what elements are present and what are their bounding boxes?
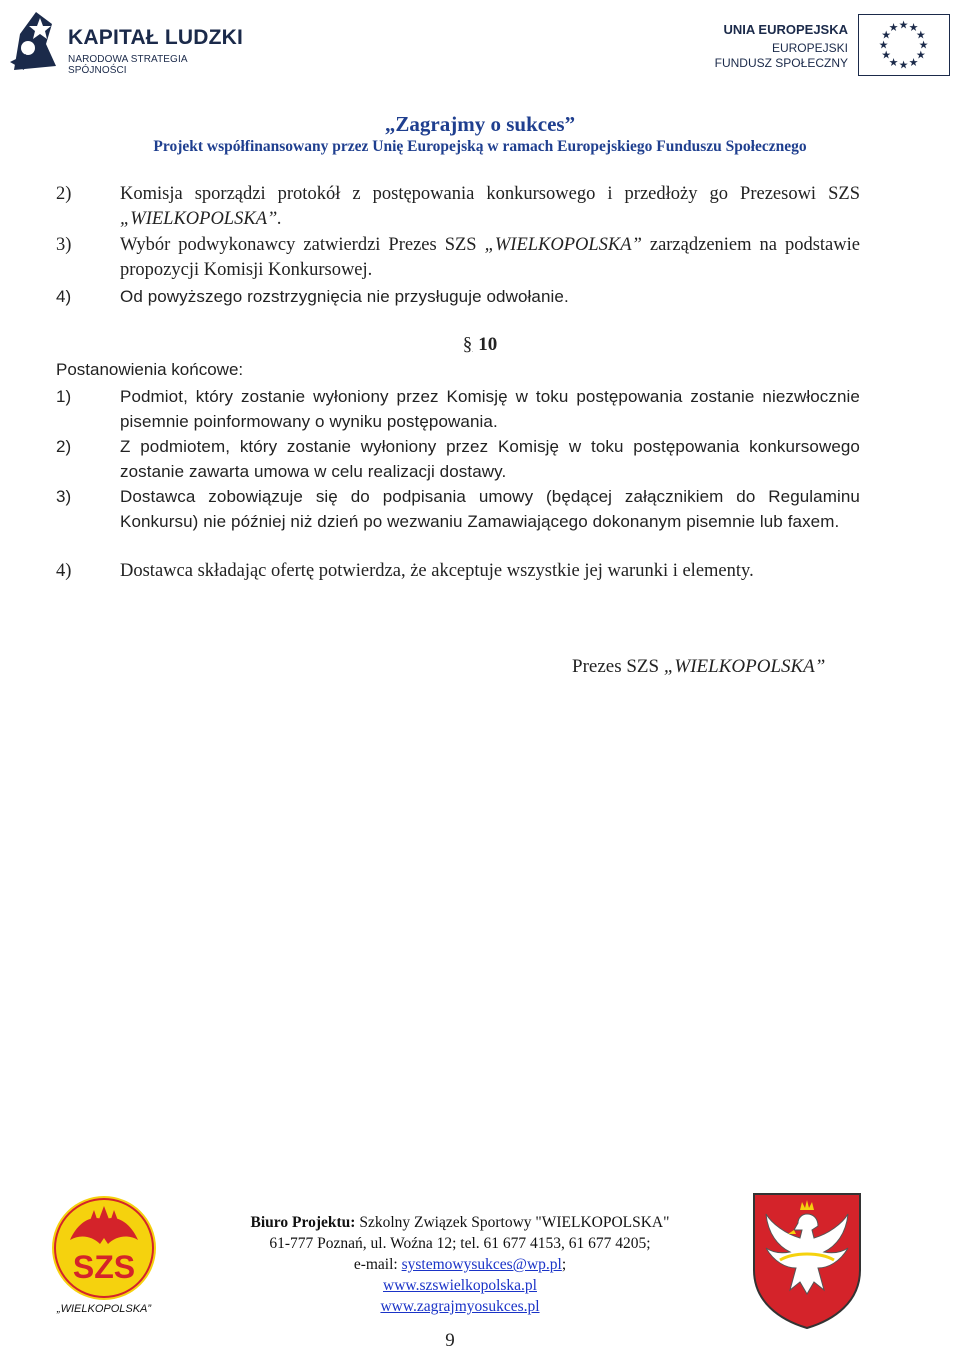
eu-star-icon: ★ xyxy=(888,56,899,69)
kapital-ludzki-subtitle: NARODOWA STRATEGIA SPÓJNOŚCI xyxy=(68,54,188,76)
footer-organization: Szkolny Związek Sportowy "WIELKOPOLSKA" xyxy=(355,1214,670,1231)
eu-star-icon: ★ xyxy=(898,19,909,32)
list-item-text: Od powyższego rozstrzygnięcia nie przysługuje odwołanie. xyxy=(120,287,569,306)
footer-website-szs-link[interactable]: www.szswielkopolska.pl xyxy=(383,1277,537,1294)
list-item-number: 2) xyxy=(56,184,72,204)
list-item-text: Z podmiotem, który zostanie wyłoniony przez Komisję w toku postępowania konkursowego zostanie zawarta umowa w celu realizacji dostawy. xyxy=(120,437,860,481)
eu-star-icon: ★ xyxy=(881,29,892,42)
footer-address: 61-777 Poznań, ul. Woźna 12; tel. 61 677 4153, 61 677 4205; xyxy=(269,1235,651,1252)
list-item-number: 2) xyxy=(56,437,72,456)
list-item-acceptance xyxy=(56,559,860,584)
signature-line xyxy=(572,656,825,678)
footer-contact xyxy=(150,1212,770,1317)
footer-office-line xyxy=(150,1212,770,1233)
list-item-number: 4) xyxy=(56,561,72,581)
eu-logo-line3: FUNDUSZ SPOŁECZNY xyxy=(714,56,848,70)
signature-prefix: Prezes SZS xyxy=(572,656,664,677)
eu-star-icon: ★ xyxy=(881,49,892,62)
list-item-contract xyxy=(56,434,860,484)
list-item-text: Dostawca zobowiązuje się do podpisania umowy (będącej załącznikiem do Regulaminu Konkursu) nie później niż dzień po wezwaniu Zamawiającego dokonanym pisemnie lub faxem. xyxy=(120,487,860,531)
list-item-number: 1) xyxy=(56,387,72,406)
footer-email-link[interactable]: systemowysukces@wp.pl xyxy=(401,1256,562,1273)
eu-star-icon: ★ xyxy=(908,22,919,35)
eu-logo-line1: UNIA EUROPEJSKA xyxy=(723,22,848,37)
list-item-emphasis: „WIELKOPOLSKA” xyxy=(484,235,642,255)
eu-star-icon: ★ xyxy=(915,29,926,42)
list-item-text: Podmiot, który zostanie wyłoniony przez Komisję w toku postępowania zostanie niezwłocznie pisemnie poinformowany o wyniku postępowania. xyxy=(120,387,860,431)
list-item-number: 4) xyxy=(56,287,72,306)
eu-star-icon: ★ xyxy=(908,56,919,69)
list-item-text: Wybór podwykonawcy zatwierdzi Prezes SZS xyxy=(120,235,485,255)
eu-social-fund-logo xyxy=(716,12,956,78)
footer-website-project-link[interactable]: www.zagrajmyosukces.pl xyxy=(380,1298,540,1315)
list-item-supplier-obligation xyxy=(56,484,860,534)
kapital-ludzki-logo xyxy=(6,4,246,74)
project-title: „Zagrajmy o sukces” xyxy=(384,112,576,136)
eu-logo-line2: EUROPEJSKI xyxy=(771,41,848,55)
eu-star-icon: ★ xyxy=(898,59,909,72)
eu-flag-icon xyxy=(858,14,950,76)
section-symbol: § xyxy=(462,334,473,355)
list-item-no-appeal xyxy=(56,284,860,309)
signature-name: „WIELKOPOLSKA” xyxy=(663,656,826,677)
eu-star-icon: ★ xyxy=(888,22,899,35)
kapital-ludzki-emblem-icon xyxy=(6,4,68,74)
eu-star-icon: ★ xyxy=(915,49,926,62)
eu-star-icon: ★ xyxy=(878,39,889,52)
list-item-emphasis: „WIELKOPOLSKA”. xyxy=(120,209,282,229)
section-heading xyxy=(0,334,960,356)
list-item-subcontractor-approval xyxy=(56,233,860,283)
project-subtitle: Projekt współfinansowany przez Unię Europejską w ramach Europejskiego Funduszu Społecznego xyxy=(153,138,807,155)
list-item-number: 3) xyxy=(56,487,72,506)
list-item-number: 3) xyxy=(56,235,72,255)
list-item-commission-report xyxy=(56,182,860,232)
szs-wielkopolska-logo xyxy=(48,1196,160,1320)
final-provisions-heading: Postanowienia końcowe: xyxy=(56,360,244,379)
list-item-text: Komisja sporządzi protokół z postępowania konkursowego i przedłoży go Prezesowi SZS xyxy=(120,184,860,204)
szs-logo-caption: „WIELKOPOLSKA” xyxy=(56,1303,152,1315)
section-number: 10 xyxy=(478,334,498,355)
page-number: 9 xyxy=(445,1330,455,1351)
footer-email-label: e-mail: xyxy=(353,1256,402,1273)
footer-email-suffix: ; xyxy=(561,1256,567,1273)
list-item-text: Dostawca składając ofertę potwierdza, że akceptuje wszystkie jej warunki i elementy. xyxy=(120,561,754,581)
footer-email-line xyxy=(150,1254,770,1275)
kapital-ludzki-title: KAPITAŁ LUDZKI xyxy=(68,26,244,49)
szs-logo-text: SZS xyxy=(72,1249,136,1285)
eu-star-icon: ★ xyxy=(918,39,929,52)
list-item-notification xyxy=(56,384,860,434)
list-item-text-tail: zarządzeniem na podstawie propozycji Komisji Konkursowej. xyxy=(120,235,860,280)
footer-office-label: Biuro Projektu: xyxy=(250,1214,356,1231)
